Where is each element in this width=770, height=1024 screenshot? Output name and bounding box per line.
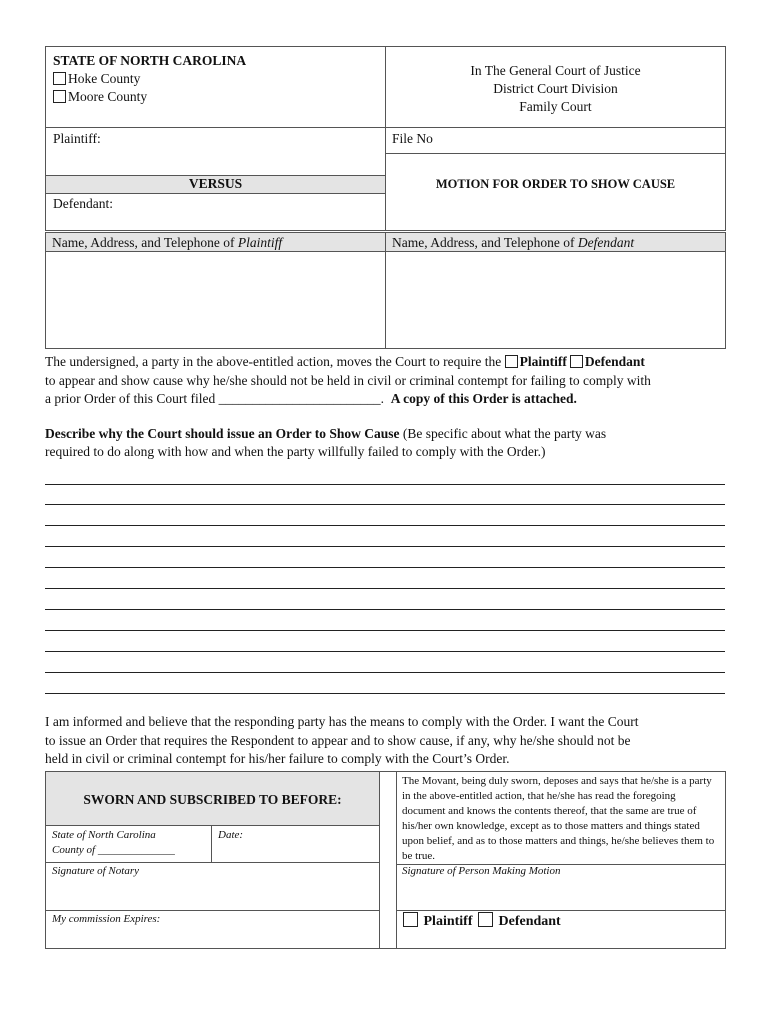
state-heading: STATE OF NORTH CAROLINA bbox=[53, 53, 247, 68]
county-option-hoke[interactable] bbox=[53, 71, 140, 87]
versus-label: VERSUS bbox=[188, 176, 243, 191]
role-selector bbox=[403, 912, 561, 930]
defendant-underline bbox=[45, 193, 385, 194]
notary-signature-field[interactable]: Signature of Notary bbox=[52, 865, 139, 877]
moore-label: Moore County bbox=[68, 89, 148, 104]
informed-line-2: to issue an Order that requires the Respondent to appear and to show cause, if any, why he/she should not be bbox=[45, 732, 631, 748]
explanation-line-3[interactable] bbox=[45, 525, 725, 526]
date-divider bbox=[211, 825, 212, 862]
explanation-line-1[interactable] bbox=[45, 484, 725, 485]
motion-text-a: The undersigned, a party in the above-entitled action, moves the Court to require the bbox=[45, 354, 505, 369]
informed-line-3: held in civil or criminal contempt for his/her failure to comply with the Court’s Order. bbox=[45, 751, 510, 766]
movant-signature-field[interactable]: Signature of Person Making Motion bbox=[402, 865, 561, 877]
role-defendant-checkbox[interactable] bbox=[478, 912, 493, 927]
describe-line-2: required to do along with how and when the party willfully failed to comply with the Order.) bbox=[45, 444, 546, 459]
signature-divider-a bbox=[379, 771, 380, 949]
role-defendant-label: Defendant bbox=[498, 914, 561, 929]
sworn-title: SWORN AND SUBSCRIBED TO BEFORE: bbox=[83, 792, 342, 807]
commission-expires-field[interactable]: My commission Expires: bbox=[52, 913, 161, 925]
court-line-2: District Court Division bbox=[493, 81, 618, 96]
state-label: State of North Carolina bbox=[52, 829, 156, 841]
describe-rest: (Be specific about what the party was bbox=[399, 426, 607, 441]
plaintiff-contact-area[interactable] bbox=[47, 253, 383, 347]
motion-title: MOTION FOR ORDER TO SHOW CAUSE bbox=[435, 177, 676, 191]
contact-divider bbox=[385, 232, 386, 349]
defendant-contact-prefix: Name, Address, and Telephone of bbox=[392, 235, 578, 250]
describe-instruction bbox=[45, 425, 735, 461]
county-of-field[interactable]: County of ______________ bbox=[52, 844, 175, 856]
explanation-line-10[interactable] bbox=[45, 672, 725, 673]
court-line-3: Family Court bbox=[519, 99, 592, 114]
explanation-line-5[interactable] bbox=[45, 567, 725, 568]
role-plaintiff-checkbox[interactable] bbox=[403, 912, 418, 927]
role-plaintiff-label: Plaintiff bbox=[423, 914, 473, 929]
file-no-field[interactable]: File No bbox=[392, 131, 433, 146]
court-heading bbox=[386, 62, 725, 116]
describe-bold: Describe why the Court should issue an Order to Show Cause bbox=[45, 426, 400, 441]
explanation-line-4[interactable] bbox=[45, 546, 725, 547]
plaintiff-field[interactable]: Plaintiff: bbox=[53, 131, 101, 146]
motion-defendant-label: Defendant bbox=[584, 354, 645, 369]
informed-paragraph bbox=[45, 713, 735, 769]
notary-underline bbox=[45, 910, 379, 911]
defendant-contact-em: Defendant bbox=[577, 235, 635, 250]
explanation-line-11[interactable] bbox=[45, 693, 725, 694]
caption-hline bbox=[45, 127, 726, 128]
motion-line-3 bbox=[45, 390, 735, 409]
movant-signature-underline bbox=[396, 910, 726, 911]
court-line-1: In The General Court of Justice bbox=[470, 63, 641, 78]
plaintiff-contact-label bbox=[52, 235, 282, 251]
defendant-contact-area[interactable] bbox=[387, 253, 724, 347]
defendant-field[interactable]: Defendant: bbox=[53, 196, 113, 211]
motion-defendant-checkbox[interactable] bbox=[570, 355, 583, 368]
motion-plaintiff-checkbox[interactable] bbox=[505, 355, 518, 368]
movant-statement: The Movant, being duly sworn, deposes and says that he/she is a party in the above-entitled action, that he/she has read the foregoing document and knows the contents thereof, that the same are true of his/her own knowledge, except as to those matters and things stated upon belief, and as to those matters and things, he/she believes them to be true. bbox=[402, 775, 715, 862]
order-attached-note: A copy of this Order is attached. bbox=[390, 391, 577, 406]
hoke-label: Hoke County bbox=[68, 71, 141, 86]
motion-line-2: to appear and show cause why he/she should not be held in civil or criminal contempt for failing to comply with bbox=[45, 372, 651, 388]
explanation-line-6[interactable] bbox=[45, 588, 725, 589]
order-filed-field[interactable]: a prior Order of this Court filed ________________________. bbox=[45, 391, 384, 406]
signature-divider-b bbox=[396, 771, 397, 949]
motion-plaintiff-label: Plaintiff bbox=[519, 354, 567, 369]
moore-checkbox[interactable] bbox=[53, 90, 66, 103]
hoke-checkbox[interactable] bbox=[53, 72, 66, 85]
motion-line-1 bbox=[45, 353, 735, 372]
explanation-line-8[interactable] bbox=[45, 630, 725, 631]
county-option-moore[interactable] bbox=[53, 89, 147, 105]
explanation-line-9[interactable] bbox=[45, 651, 725, 652]
motion-paragraph bbox=[45, 353, 735, 409]
describe-line-1 bbox=[45, 425, 735, 443]
explanation-line-2[interactable] bbox=[45, 504, 725, 505]
defendant-contact-label bbox=[392, 235, 634, 251]
fileno-underline bbox=[385, 153, 726, 154]
state-county-underline bbox=[45, 862, 379, 863]
plaintiff-contact-em: Plaintiff bbox=[237, 235, 283, 250]
informed-line-1: I am informed and believe that the responding party has the means to comply with the Order. I want the Court bbox=[45, 714, 639, 729]
plaintiff-contact-prefix: Name, Address, and Telephone of bbox=[52, 235, 238, 250]
date-field[interactable]: Date: bbox=[218, 829, 244, 841]
explanation-line-7[interactable] bbox=[45, 609, 725, 610]
